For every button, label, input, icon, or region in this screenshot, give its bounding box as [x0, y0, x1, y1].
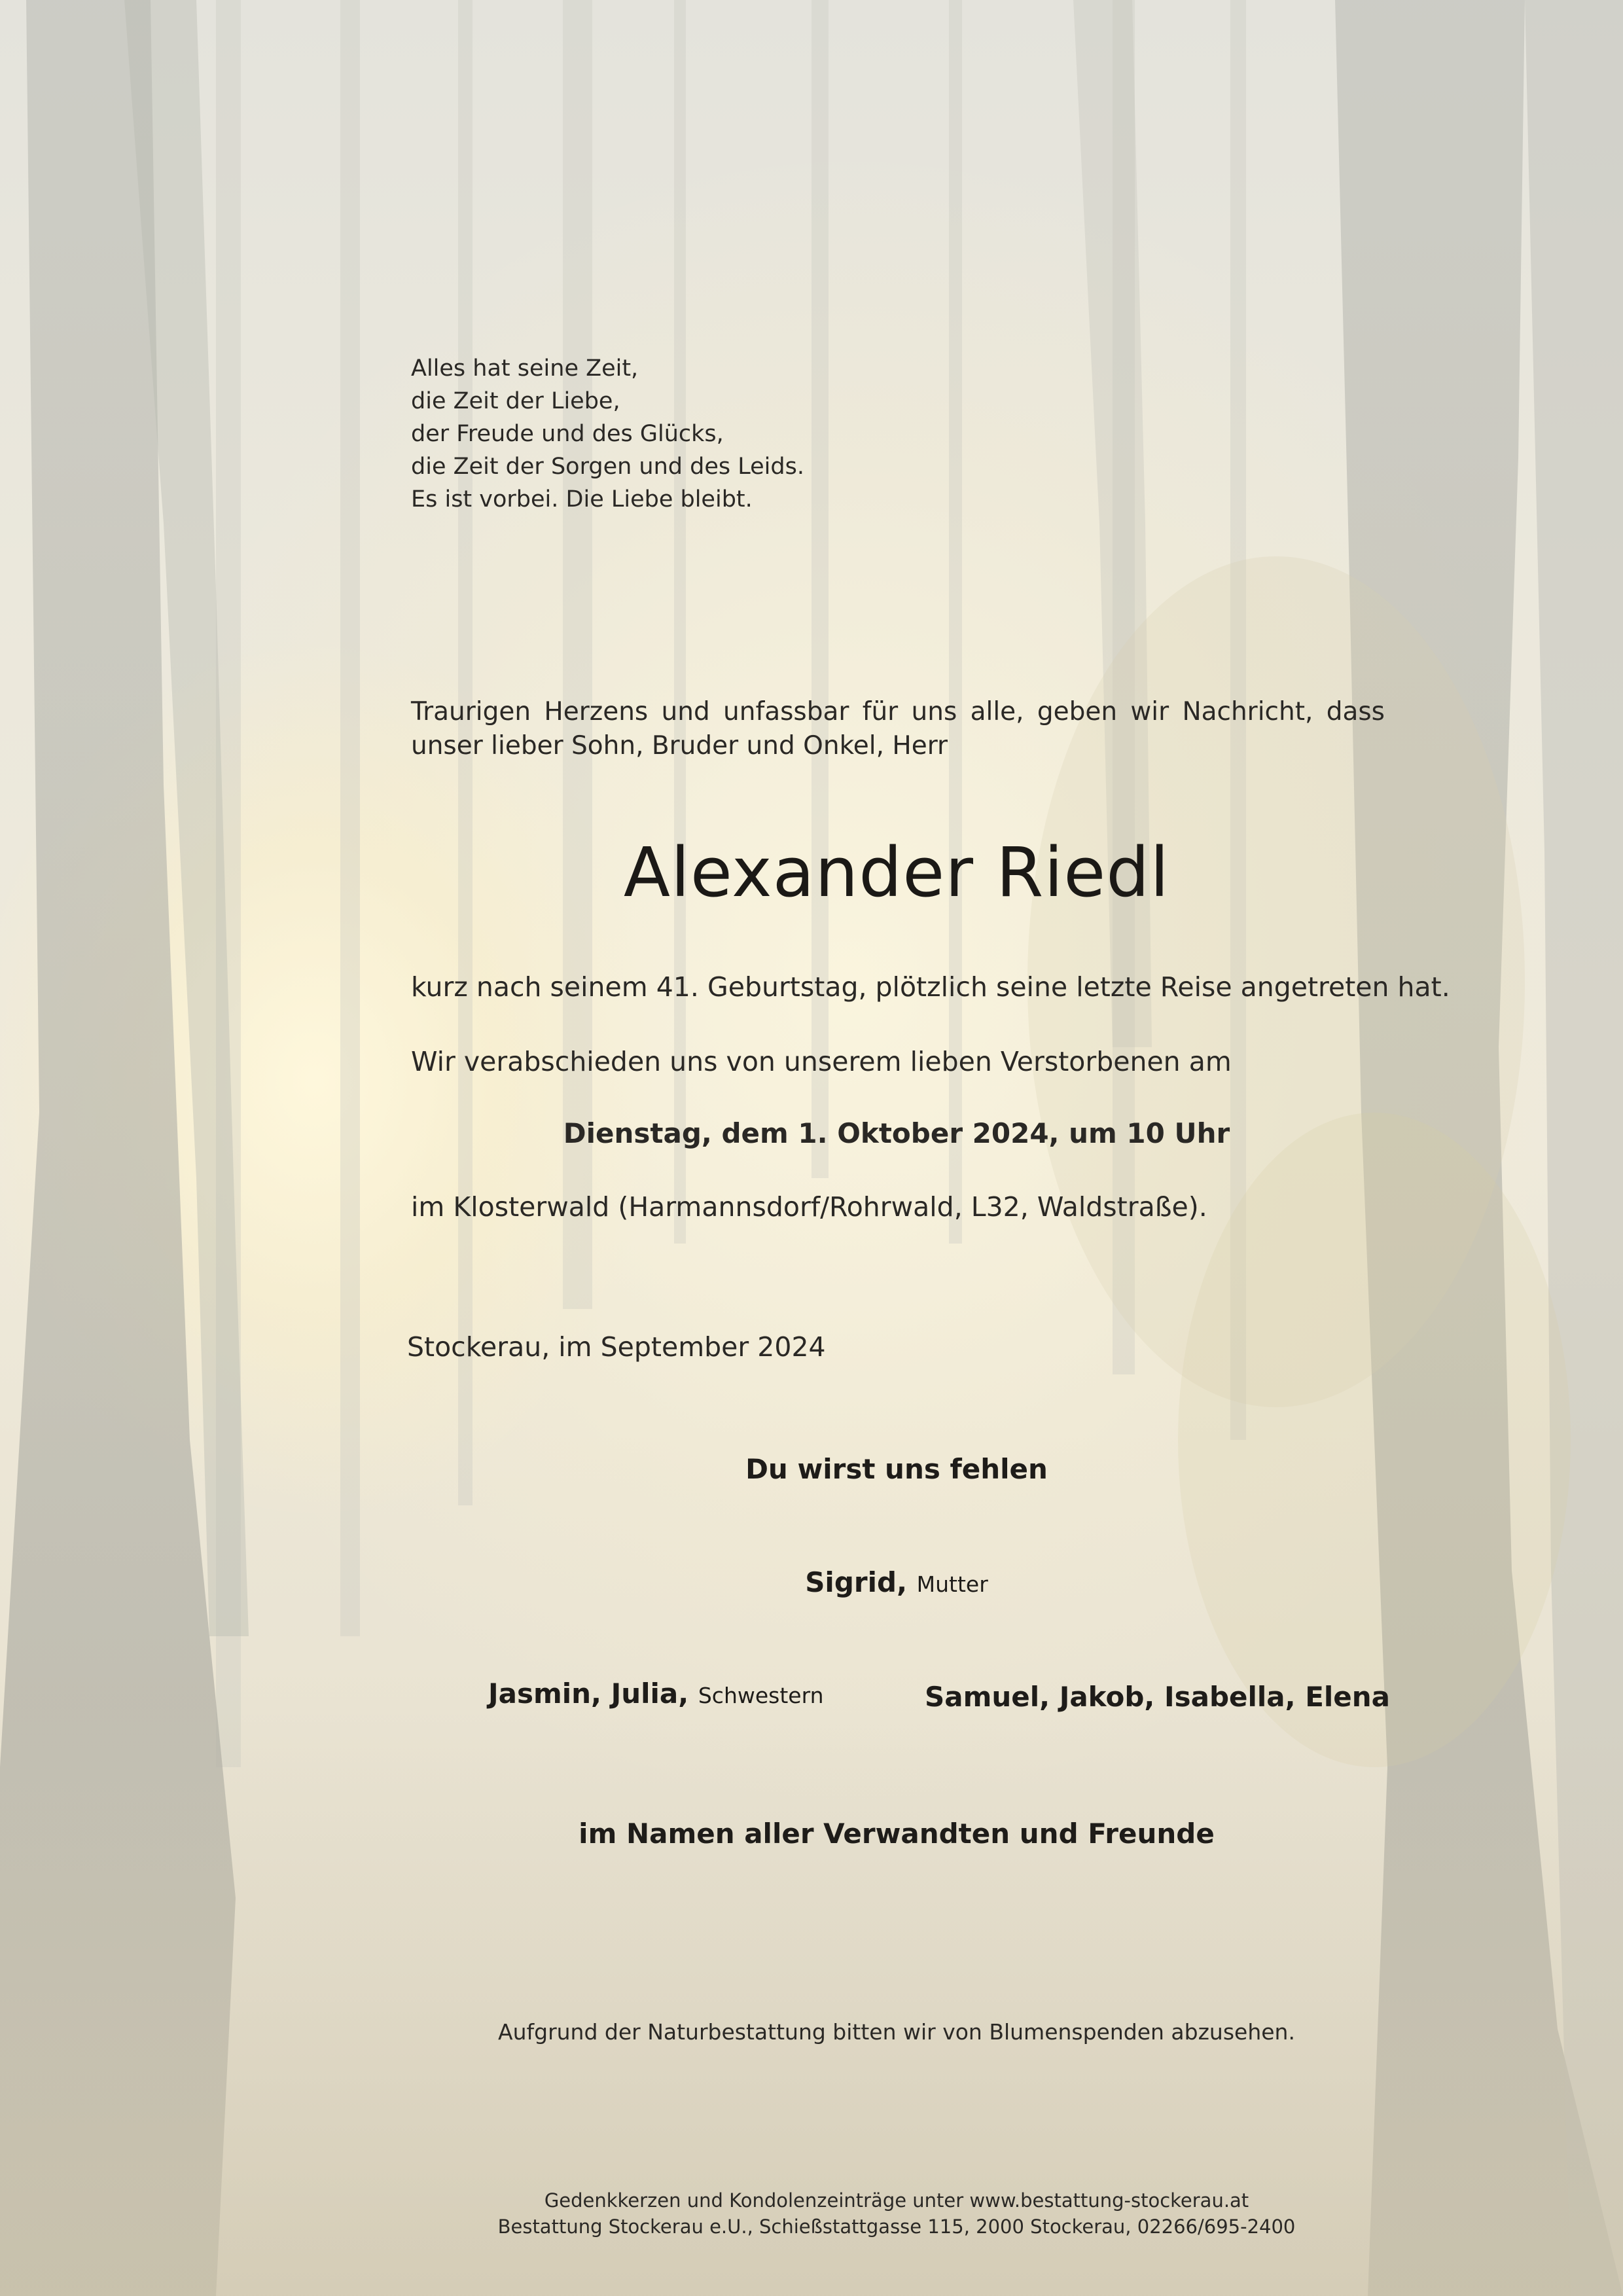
passing-statement: kurz nach seinem 41. Geburtstag, plötzlich seine letzte Reise angetreten hat. — [411, 971, 1450, 1003]
farewell-intro: Wir verabschieden uns von unserem lieben Verstorbenen am — [411, 1046, 1232, 1077]
sisters-names: Jasmin, Julia, — [488, 1677, 689, 1710]
mourner-mother — [0, 1566, 1623, 1598]
deceased-name: Alexander Riedl — [623, 833, 1170, 912]
mourner-children: Samuel, Jakob, Isabella, Elena — [925, 1681, 1391, 1713]
poem-line: die Zeit der Liebe, — [411, 388, 620, 414]
flower-notice: Aufgrund der Naturbestattung bitten wir von Blumenspenden abzusehen. — [498, 2019, 1295, 2045]
poem-line: Es ist vorbei. Die Liebe bleibt. — [411, 486, 753, 512]
place-and-date: Stockerau, im September 2024 — [407, 1331, 826, 1363]
ceremony-location: im Klosterwald (Harmannsdorf/Rohrwald, L32, Waldstraße). — [411, 1191, 1207, 1223]
footer-condolence-line: Gedenkkerzen und Kondolenzeinträge unter www.bestattung-stockerau.at — [544, 2189, 1249, 2212]
mourners-heading: Du wirst uns fehlen — [745, 1453, 1048, 1485]
mother-role: Mutter — [916, 1571, 988, 1597]
footer-address-line: Bestattung Stockerau e.U., Schießstattgasse 115, 2000 Stockerau, 02266/695-2400 — [497, 2215, 1296, 2238]
poem-line: der Freude und des Glücks, — [411, 421, 724, 447]
poem-line: die Zeit der Sorgen und des Leids. — [411, 454, 804, 480]
announcement-intro: Traurigen Herzens und unfassbar für uns alle, geben wir Nachricht, dass unser lieber Sohn, Bruder und Onkel, Herr — [411, 697, 1385, 761]
poem-line: Alles hat seine Zeit, — [411, 355, 639, 382]
mother-name: Sigrid, — [805, 1566, 908, 1598]
poem-verse — [411, 352, 804, 516]
mourners-closing: im Namen aller Verwandten und Freunde — [579, 1818, 1215, 1850]
ceremony-date-text: Dienstag, dem 1. Oktober 2024, um 10 Uhr — [563, 1117, 1230, 1149]
sisters-role: Schwestern — [698, 1683, 824, 1708]
ceremony-date — [0, 1115, 1623, 1152]
mourner-sisters — [488, 1677, 824, 1710]
